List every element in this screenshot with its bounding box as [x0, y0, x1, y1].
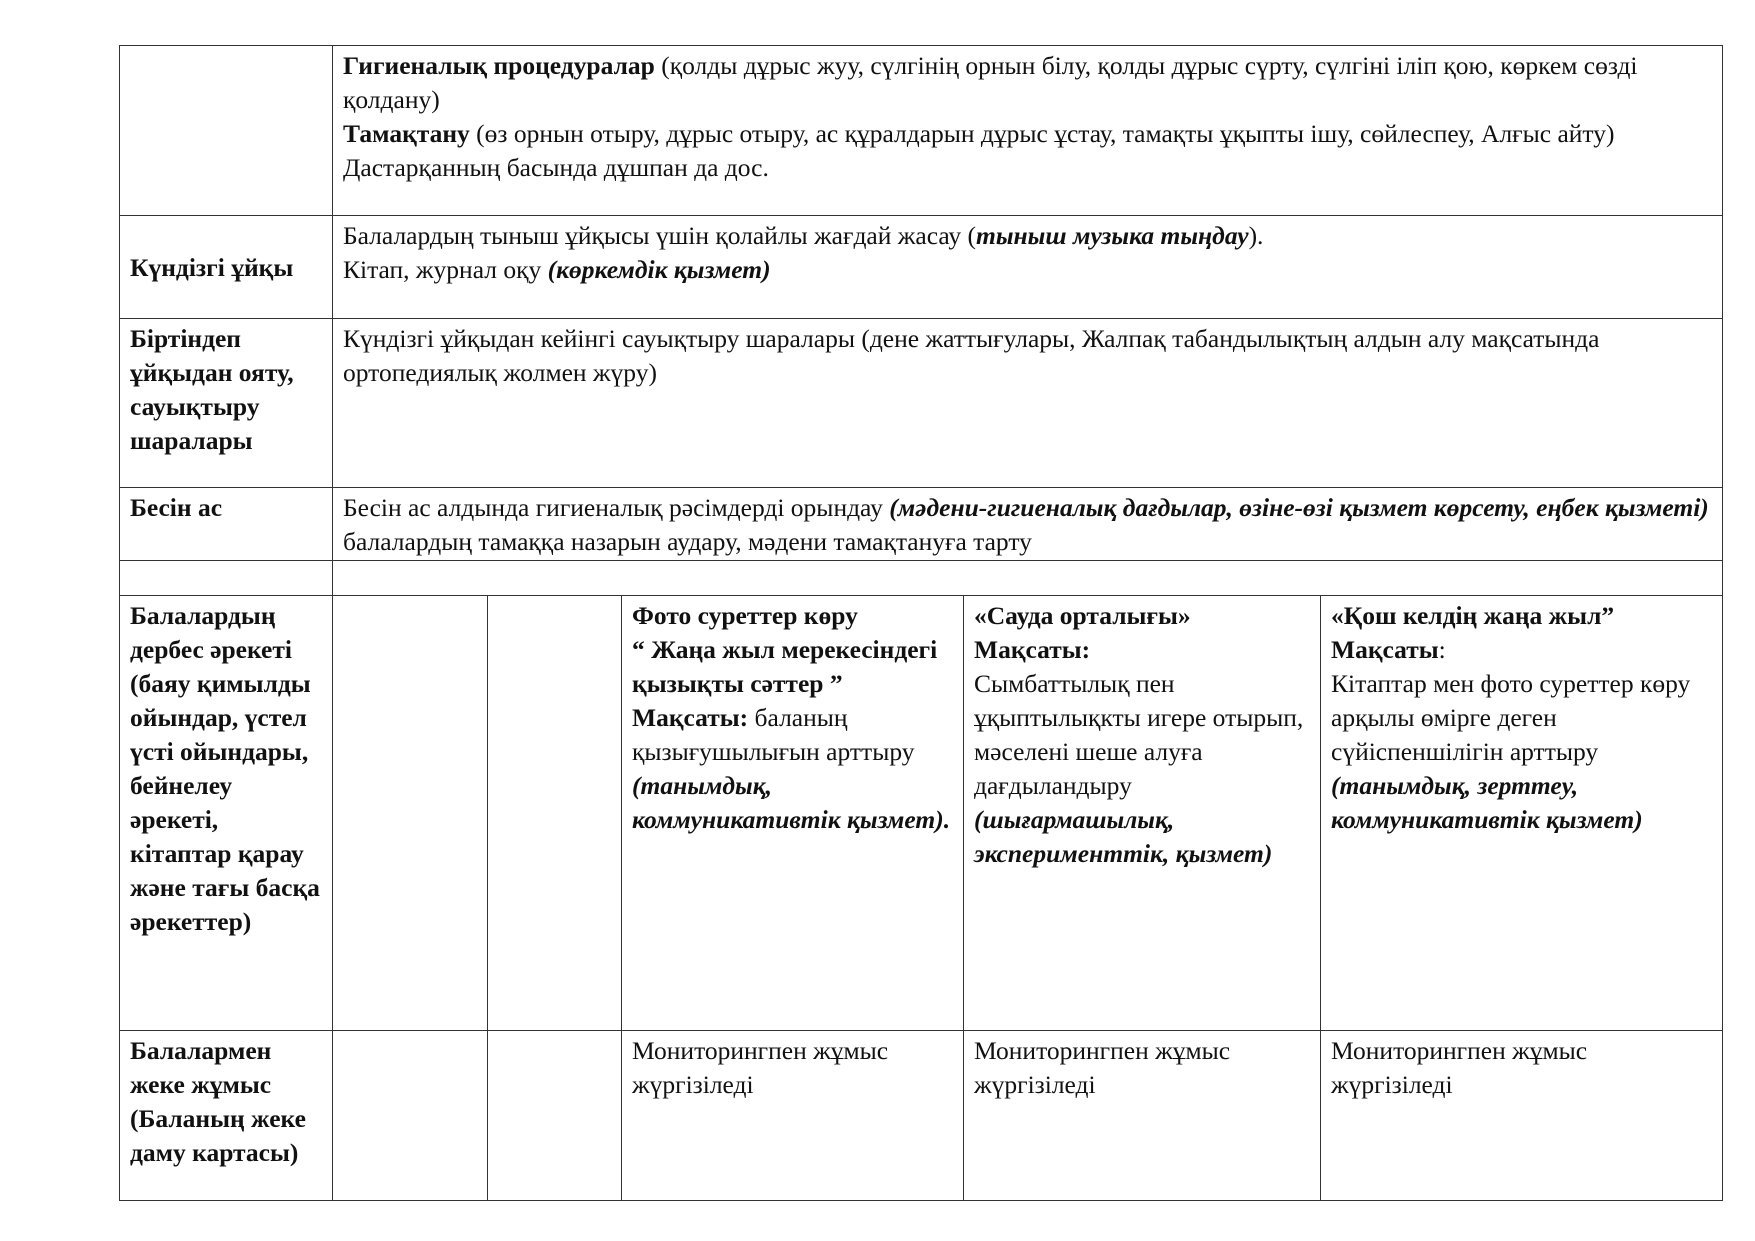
- individual-label: Балалармен жеке жұмыс (Баланың жеке даму картасы): [120, 1031, 333, 1201]
- snack-text-b: балалардың тамаққа назарын аудару, мәдени тамақтануға тарту: [343, 527, 1032, 556]
- wake-content: Күндізгі ұйқыдан кейінгі сауықтыру шаралары (дене жаттығулары, Жалпақ табандылықтың алдын алу мақсатында ортопедиялық жолмен жүру): [333, 319, 1723, 488]
- nap-line1-emphasis: тыныш музыка тыңдау: [975, 221, 1249, 250]
- snack-row: [120, 488, 1723, 561]
- wake-label: Біртіндеп ұйқыдан ояту, сауықтыру шаралары: [120, 319, 333, 488]
- empty-row: [120, 561, 1723, 596]
- wake-row: [120, 319, 1723, 488]
- nap-line2-emphasis: (көркемдік қызмет): [547, 255, 771, 284]
- col4-activity-tag: (шығармашылық, эксперименттік, қызмет): [974, 805, 1273, 868]
- hygiene-description: (қолды дұрыс жуу, сүлгінің орнын білу, қолды дұрыс сүрту, сүлгіні іліп қою, көркем сөзді қолдану): [343, 51, 1638, 114]
- snack-content-cell: [333, 488, 1723, 561]
- col5-goal-text: Кітаптар мен фото суреттер көру арқылы өмірге деген сүйіспеншілігін арттыру: [1331, 669, 1691, 766]
- nap-row: [120, 216, 1723, 319]
- nap-label: Күндізгі ұйқы: [120, 216, 333, 319]
- hygiene-content-cell: [333, 46, 1723, 216]
- col3-title: Фото суреттер көру: [632, 601, 858, 630]
- independent-col3-cell: [622, 596, 964, 1031]
- independent-col5-cell: [1321, 596, 1723, 1031]
- nap-line1-text: Балалардың тыныш ұйқысы үшін қолайлы жағдай жасау (: [343, 221, 976, 250]
- col3-subtitle: “ Жаңа жыл мерекесіндегі қызықты сәттер ”: [632, 635, 938, 698]
- col5-goal-colon: :: [1438, 635, 1446, 664]
- col5-activity-tag: (танымдық, зерттеу, коммуникативтік қызмет): [1331, 771, 1643, 834]
- nap-content-cell: [333, 216, 1723, 319]
- col3-goal-label: Мақсаты:: [632, 703, 749, 732]
- snack-label: Бесін ас: [120, 488, 333, 561]
- independent-row: [120, 596, 1723, 1031]
- nap-line1-end: ).: [1248, 221, 1264, 250]
- col5-title: «Қош келдің жаңа жыл”: [1331, 601, 1615, 630]
- individual-col4-text: Мониторингпен жұмыс жүргізіледі: [964, 1031, 1321, 1201]
- individual-col5-text: Мониторингпен жұмыс жүргізіледі: [1321, 1031, 1723, 1201]
- meal-description: (өз орнын отыру, дұрыс отыру, ас құралдарын дұрыс ұстау, тамақты ұқыпты ішу, сөйлеспеу, Алғыс айту): [469, 119, 1615, 148]
- nap-line2-text: Кітап, журнал оқу: [343, 255, 548, 284]
- hygiene-label-cell: [120, 46, 333, 216]
- empty-content-cell: [333, 561, 1723, 596]
- independent-col1-cell: [333, 596, 488, 1031]
- proverb-text: Дастарқанның басында дұшпан да дос.: [343, 153, 769, 182]
- individual-row: [120, 1031, 1723, 1201]
- col4-title: «Сауда орталығы»: [974, 601, 1191, 630]
- col5-goal-label: Мақсаты: [1331, 635, 1439, 664]
- individual-col1-cell: [333, 1031, 488, 1201]
- snack-text-a: Бесін ас алдында гигиеналық рәсімдерді орындау: [343, 493, 890, 522]
- independent-col4-cell: [964, 596, 1321, 1031]
- independent-col2-cell: [488, 596, 622, 1031]
- snack-emphasis: (мәдени-гигиеналық дағдылар, өзіне-өзі қызмет көрсету, еңбек қызметі): [889, 493, 1709, 522]
- col4-goal-label: Мақсаты:: [974, 635, 1091, 664]
- hygiene-heading: Гигиеналық процедуралар: [343, 51, 655, 80]
- col4-goal-text: Сымбаттылық пен ұқыптылықкты игере отырып, мәселені шеше алуға дағдыландыру: [974, 669, 1304, 800]
- meal-heading: Тамақтану: [343, 119, 470, 148]
- hygiene-row: [120, 46, 1723, 216]
- individual-col2-cell: [488, 1031, 622, 1201]
- daily-plan-table: [119, 45, 1723, 1201]
- col3-activity-tag: (танымдық, коммуникативтік қызмет).: [632, 771, 951, 834]
- individual-col3-text: Мониторингпен жұмыс жүргізіледі: [622, 1031, 964, 1201]
- empty-label-cell: [120, 561, 333, 596]
- independent-label: Балалардың дербес әрекеті (баяу қимылды ойындар, үстел үсті ойындары, бейнелеу әрекеті, кітаптар қарау және тағы басқа әрекеттер): [120, 596, 333, 1031]
- col3-goal-text: баланың қызығушылығын арттыру: [632, 703, 915, 766]
